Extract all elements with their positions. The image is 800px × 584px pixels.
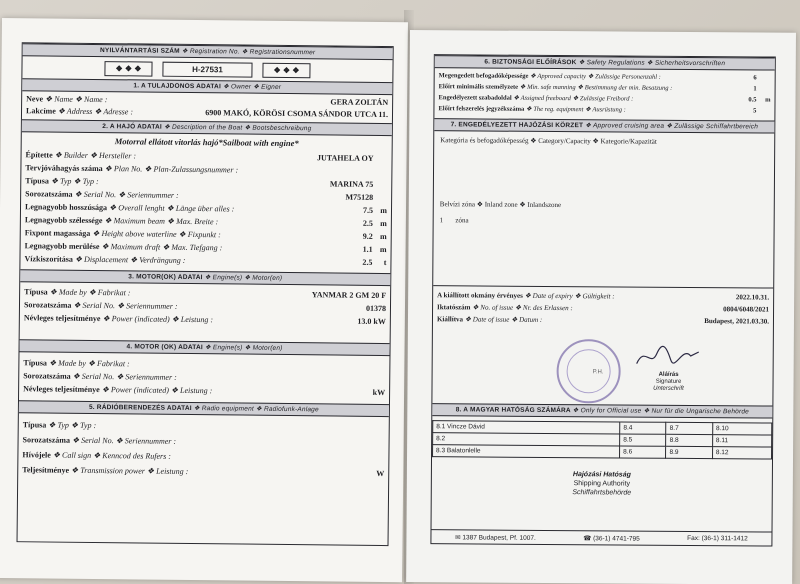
row-value: 0.5 xyxy=(748,96,757,104)
issue-no-value: 0804/6048/2021 xyxy=(723,305,770,314)
row-label-hu: Sorozatszáma xyxy=(23,300,72,310)
row-value: 1.1 xyxy=(362,244,373,254)
owner-header-label: 1. A TULAJDONOS ADATAI xyxy=(133,82,222,91)
row-label-translation: ❖ Typ ❖ Typ : xyxy=(50,176,99,187)
safety-header-translation: ❖ Safety Regulations ❖ Sicherheitsvorschriften xyxy=(578,59,726,68)
official-grid-cell: 8.2 xyxy=(433,433,620,446)
expiry-value: 2022.10.31. xyxy=(735,293,770,302)
row-label-hu: Építette xyxy=(25,150,53,160)
official-header-label: 8. A MAGYAR HATÓSÁG SZÁMÁRA xyxy=(455,406,571,415)
expiry-label: A kiállított okmány érvényes xyxy=(437,291,523,300)
radio-header xyxy=(19,400,389,417)
issue-date-label: Kiállítva xyxy=(436,315,464,324)
row-label-translation: ❖ Maximum draft ❖ Max. Tiefgang : xyxy=(101,242,223,253)
row-label xyxy=(24,311,358,327)
seal-ph: P.H. xyxy=(592,369,604,376)
engine1-header-label: 3. MOTOR(OK) ADATAI xyxy=(128,273,203,282)
row-value: 7.5 xyxy=(362,205,374,215)
radio-rows xyxy=(18,417,389,481)
row-label-hu: Engedélyezett szabadoldal xyxy=(438,94,512,102)
zone-word: zóna xyxy=(455,216,469,225)
engine2-row xyxy=(19,382,389,399)
row-value: W xyxy=(376,468,385,479)
zone-number: 1 xyxy=(439,216,444,225)
engine1-header xyxy=(20,269,390,286)
authority-block xyxy=(432,469,772,498)
row-label-hu: Legnagyobb hosszúsága xyxy=(24,202,108,213)
official-grid-row xyxy=(433,445,772,459)
registration-header-label: NYILVÁNTARTÁSI SZÁM xyxy=(100,47,180,55)
official-header xyxy=(432,403,772,418)
radio-header-label: 5. RÁDIÓBERENDEZÉS ADATAI xyxy=(88,403,192,413)
signature-hu: Aláírás xyxy=(658,371,679,378)
row-label-translation: ❖ Call sign ❖ Kenncod des Rufers : xyxy=(52,450,172,461)
authority-address: 1387 Budapest, Pf. 1007. xyxy=(462,533,536,542)
row-label-hu: Legnagyobb merülése xyxy=(24,241,100,252)
engine1-row xyxy=(20,311,390,328)
row-label-translation: ❖ Made by ❖ Fabrikat : xyxy=(49,287,131,298)
row-value: 5 xyxy=(753,107,757,115)
issue-date-translation: ❖ Date of issue ❖ Datum : xyxy=(464,315,543,324)
row-label-translation: ❖ Assigned freeboard ❖ Zulässige Freibord : xyxy=(513,94,634,103)
row-label-translation: ❖ Typ ❖ Typ : xyxy=(48,420,97,431)
official-grid-cell: 8.12 xyxy=(712,447,771,459)
area-body xyxy=(433,133,774,287)
zone-line xyxy=(434,213,475,228)
row-label-hu: Tervjóváhagyás száma xyxy=(25,163,103,174)
row-label-translation: ❖ Displacement ❖ Verdrängung : xyxy=(74,254,186,265)
authority-fax: Fax: (36-1) 311-1412 xyxy=(687,534,748,543)
right-frame xyxy=(430,54,775,546)
row-label-translation: ❖ Transmission power ❖ Leistung : xyxy=(71,465,189,476)
row-value: 01378 xyxy=(365,303,387,314)
boat-header-label: 2. A HAJÓ ADATAI xyxy=(102,123,162,131)
row-label-hu: Sorozatszáma xyxy=(23,371,71,381)
radio-header-translation: ❖ Radio equipment ❖ Radiofunk-Anlage xyxy=(193,405,319,414)
row-label-hu: Teljesítménye xyxy=(22,465,70,475)
row-value: JUTAHELA OY xyxy=(316,153,374,163)
row-value: YANMAR 2 GM 20 F xyxy=(311,290,387,301)
row-label-translation: ❖ Made by ❖ Fabrikat : xyxy=(48,358,130,369)
official-grid-cell: 8.5 xyxy=(620,434,666,446)
row-unit: m xyxy=(380,205,388,216)
official-grid-cell: 8.1 Vincze Dávid xyxy=(433,421,620,434)
validity-block xyxy=(432,285,773,405)
row-label-translation: ❖ Overall lenght ❖ Länge über alles : xyxy=(109,203,235,214)
phone-icon: ☎ xyxy=(583,534,592,542)
owner-address-value: 6900 MAKÓ, KÖRÖSI CSOMA SÁNDOR UTCA 11. xyxy=(205,108,389,120)
row-label-translation: ❖ Height above waterline ❖ Fixpunkt : xyxy=(92,228,221,240)
authority-contacts xyxy=(431,529,771,545)
address-item xyxy=(455,533,536,542)
row-label-translation: ❖ Power (indicated) ❖ Leistung : xyxy=(101,385,213,396)
authority-name-en: Shipping Authority xyxy=(573,480,631,488)
owner-name-label: Neve xyxy=(26,94,44,104)
row-label-hu: Vízkiszorítása xyxy=(24,254,73,264)
row-label-hu: Típusa xyxy=(24,287,48,297)
signature-caption xyxy=(628,372,708,394)
issue-no-translation: ❖ No. of issue ❖ Nr. des Erlassen : xyxy=(472,303,573,313)
stars-left: ❖ ❖ ❖ xyxy=(104,61,152,77)
row-label-translation: ❖ Serial No. ❖ Seriennummer : xyxy=(73,300,178,311)
official-grid-cell: 8.6 xyxy=(620,446,666,458)
boat-type-title: Motorral ellátott vitorlás hajó*Sailboat with engine* xyxy=(114,136,299,149)
authority-name-hu: Hajózási Hatóság xyxy=(572,471,631,479)
signature-icon xyxy=(633,342,703,372)
row-label-hu: Névleges teljesítménye xyxy=(23,384,100,395)
official-grid-cell: 8.7 xyxy=(666,422,712,434)
row-unit: m xyxy=(379,244,387,255)
area-header-label: 7. ENGEDÉLYEZETT HAJÓZÁSI KÖRZET xyxy=(450,121,584,130)
row-unit: m xyxy=(765,96,771,104)
official-grid-cell: 8.9 xyxy=(666,446,712,458)
row-value: 2.5 xyxy=(362,257,373,267)
row-label-translation: ❖ Serial No. ❖ Seriennummer : xyxy=(72,371,177,382)
row-label-hu: Sorozatszáma xyxy=(25,189,73,199)
owner-name-translation: ❖ Name ❖ Name : xyxy=(44,94,108,105)
engine2-header xyxy=(20,339,390,356)
area-header xyxy=(434,118,774,133)
row-label-translation: ❖ Serial No. ❖ Seriennummer : xyxy=(71,435,177,446)
row-value: M75128 xyxy=(345,192,374,202)
row-value: 1 xyxy=(753,85,757,93)
row-value: 9.2 xyxy=(362,231,373,241)
row-value: kW xyxy=(372,387,386,398)
row-label xyxy=(23,382,373,399)
registration-header-translation: ❖ Registration No. ❖ Registrationsnummer xyxy=(181,47,316,57)
row-label-hu: Típusa xyxy=(22,420,47,430)
signature-en: Signature xyxy=(655,378,682,385)
safety-rows xyxy=(434,70,774,116)
official-grid-cell: 8.11 xyxy=(712,435,771,447)
row-label-hu: Típusa xyxy=(25,176,49,186)
row-value: 2.5 xyxy=(362,218,373,228)
official-seal-icon xyxy=(556,339,620,403)
radio-row xyxy=(18,462,388,481)
engine2-header-label: 4. MOTOR (OK) ADATAI xyxy=(126,343,203,352)
safety-row xyxy=(434,103,774,116)
owner-header xyxy=(22,78,392,95)
registration-number: H-27531 xyxy=(162,61,252,77)
row-value: 13.0 kW xyxy=(357,316,386,327)
left-frame xyxy=(17,42,394,546)
owner-address-row xyxy=(22,105,392,121)
row-label-hu: Névleges teljesítménye xyxy=(23,313,101,324)
row-label-translation: ❖ Serial No. ❖ Seriennummer : xyxy=(74,189,179,200)
owner-address-label: Lakcíme xyxy=(25,106,56,116)
row-unit: m xyxy=(380,231,387,242)
engine1-header-translation: ❖ Engine(s) ❖ Motor(en) xyxy=(204,274,283,282)
official-grid-cell: 8.10 xyxy=(712,423,771,435)
authority-phone: (36-1) 4741-795 xyxy=(593,534,640,543)
phone-item xyxy=(583,534,640,542)
official-grid-cell: 8.8 xyxy=(666,434,712,446)
row-label-translation: ❖ The reg. equipment ❖ Ausrüstung : xyxy=(525,105,626,114)
boat-header-translation: ❖ Description of the Boat ❖ Bootsbeschreibung xyxy=(163,123,312,133)
owner-address-translation: ❖ Address ❖ Adresse : xyxy=(57,106,134,117)
row-label-translation: ❖ Min. safe manning ❖ Bestimmung der min. Besatzung : xyxy=(519,83,673,92)
issue-date-row xyxy=(433,313,773,327)
mail-icon: ✉ xyxy=(455,533,461,541)
category-line: Kategória és befogadóképesség ❖ Category/Capacity ❖ Kategorie/Kapazität xyxy=(440,136,657,146)
left-page xyxy=(0,18,408,582)
row-label xyxy=(438,103,692,116)
row-label-hu: Típusa xyxy=(23,358,48,368)
inland-line: Belvízi zóna ❖ Inland zone ❖ Inlandszone xyxy=(439,200,562,210)
official-header-translation: ❖ Only for Official use ❖ Nur für die Ungarische Behörde xyxy=(572,407,749,416)
row-label-hu: Legnagyobb szélessége xyxy=(24,215,103,226)
row-label-hu: Előírt felszerelés jegyzékszáma xyxy=(438,105,525,113)
row-label xyxy=(22,462,376,481)
row-unit: m xyxy=(380,218,387,229)
row-unit: t xyxy=(383,258,387,268)
row-label-hu: Hívójele xyxy=(22,450,51,460)
official-grid-cell: 8.4 xyxy=(620,422,666,434)
right-page xyxy=(406,30,796,584)
engine2-rows xyxy=(19,356,389,404)
authority-name-de: Schiffahrtsbehörde xyxy=(572,489,632,497)
signature-de: Unterschrift xyxy=(653,385,684,392)
official-grid xyxy=(432,420,772,459)
owner-name-value: GERA ZOLTÁN xyxy=(330,97,389,108)
issue-no-label: Iktatószám xyxy=(437,303,471,312)
row-label-translation: ❖ Maximum beam ❖ Max. Breite : xyxy=(104,216,219,227)
row-label-hu: Megengedett befogadóképessége xyxy=(438,72,529,80)
owner-header-translation: ❖ Owner ❖ Eigner xyxy=(222,83,282,91)
safety-header-label: 6. BIZTONSÁGI ELŐÍRÁSOK xyxy=(484,58,577,67)
boat-row xyxy=(20,252,390,269)
row-label-hu: Fixpont magassága xyxy=(24,228,91,238)
issue-date-value: Budapest, 2021.03.30. xyxy=(704,317,770,326)
safety-header xyxy=(435,55,775,70)
stars-right: ❖ ❖ ❖ xyxy=(262,62,310,78)
row-label xyxy=(24,252,308,268)
row-value: MARINA 75 xyxy=(329,179,374,189)
row-value: 6 xyxy=(753,74,757,82)
row-label-translation: ❖ Plan No. ❖ Plan-Zulassungsnummer : xyxy=(104,164,239,175)
row-label-hu: Előírt minimális személyzete xyxy=(438,83,519,91)
expiry-translation: ❖ Date of expiry ❖ Gültigkeit : xyxy=(524,291,615,301)
official-grid-cell: 8.3 Balatonlelle xyxy=(433,445,620,458)
row-value xyxy=(309,173,373,174)
row-label-hu: Sorozatszáma xyxy=(22,435,71,445)
engine1-rows xyxy=(20,285,391,343)
row-label-translation: ❖ Power (indicated) ❖ Leistung : xyxy=(102,314,214,325)
row-label-translation: ❖ Approved capacity ❖ Zulässige Personenzahl : xyxy=(529,72,661,81)
row-label-translation: ❖ Builder ❖ Hersteller : xyxy=(54,150,137,161)
area-header-translation: ❖ Approved cruising area ❖ Zulässige Schiffahrtbereich xyxy=(585,122,759,131)
boat-rows xyxy=(20,148,391,269)
engine2-header-translation: ❖ Engine(s) ❖ Motor(en) xyxy=(204,344,283,352)
